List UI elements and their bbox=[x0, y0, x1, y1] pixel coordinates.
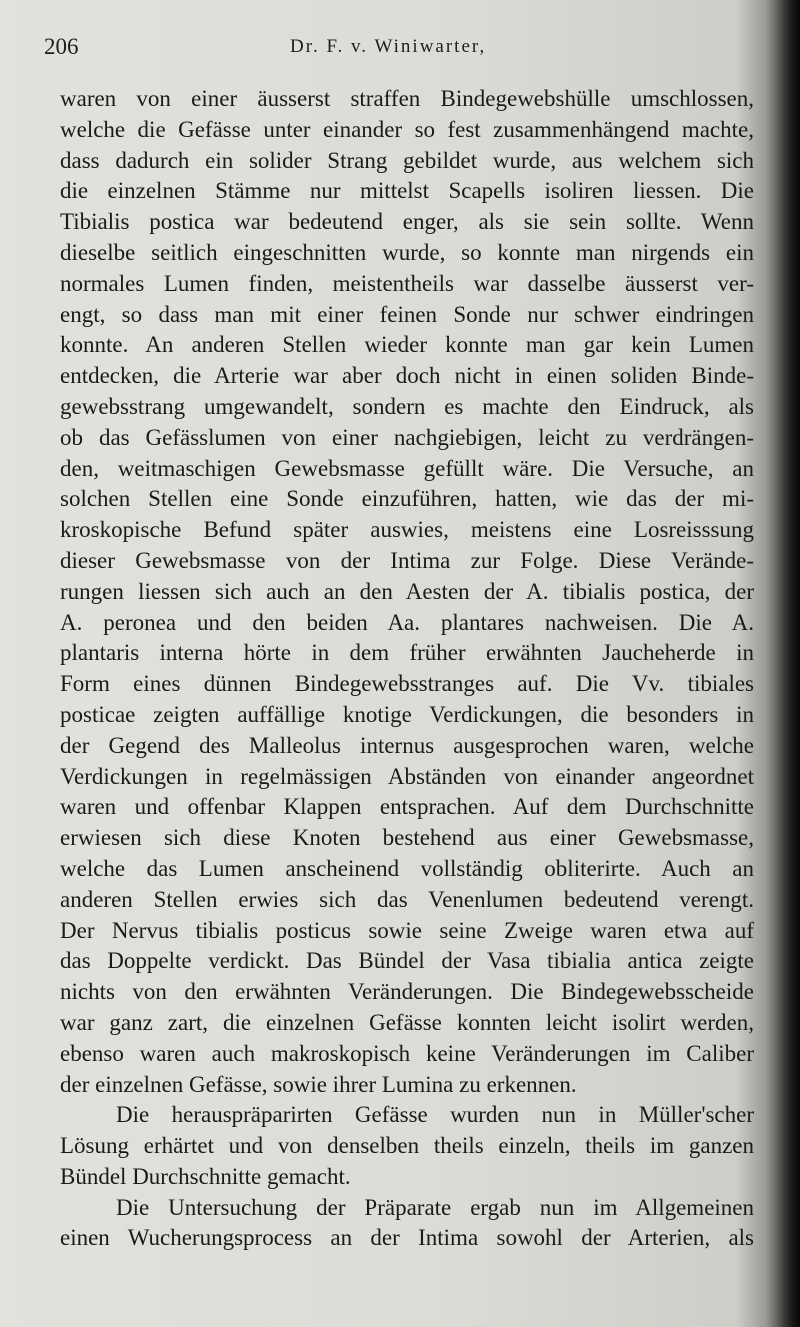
text-line: Der Nervus tibialis posticus sowie seine Zweige waren etwa auf bbox=[60, 917, 754, 943]
text-line: normales Lumen finden, meistentheils war dasselbe äusserst ver- bbox=[60, 270, 754, 296]
text-line: waren von einer äusserst straffen Bindegewebshülle umschlossen, bbox=[60, 86, 754, 111]
text-line: kroskopische Befund später auswies, meistens eine Losreisssung bbox=[60, 517, 754, 543]
text-line: Verdickungen in regelmässigen Abständen von einander angeordnet bbox=[60, 763, 754, 789]
text-line: das Doppelte verdickt. Das Bündel der Vasa tibialia antica zeigte bbox=[60, 948, 754, 974]
running-head: Dr. F. v. Winiwarter, bbox=[290, 36, 487, 57]
text-line: Die herauspräparirten Gefässe wurden nun in Müller'scher bbox=[116, 1102, 754, 1128]
page-header bbox=[44, 34, 744, 64]
text-line: ebenso waren auch makroskopisch keine Veränderungen im Caliber bbox=[60, 1040, 754, 1066]
text-line: nichts von den erwähnten Veränderungen. Die Bindegewebsscheide bbox=[60, 979, 754, 1005]
text-line: gewebsstrang umgewandelt, sondern es machte den Eindruck, als bbox=[60, 393, 754, 419]
text-line: konnte. An anderen Stellen wieder konnte man gar kein Lumen bbox=[60, 332, 754, 358]
book-gutter-shadow bbox=[766, 0, 800, 1327]
text-line: einen Wucherungsprocess an der Intima sowohl der Arterien, als bbox=[60, 1225, 754, 1251]
text-line: dieselbe seitlich eingeschnitten wurde, so konnte man nirgends ein bbox=[60, 239, 754, 265]
text-line: der Gegend des Malleolus internus ausgesprochen waren, welche bbox=[60, 732, 754, 758]
text-line: posticae zeigten auffällige knotige Verdickungen, die besonders in bbox=[60, 701, 754, 727]
text-line: Tibialis postica war bedeutend enger, als sie sein sollte. Wenn bbox=[60, 209, 754, 235]
text-line: A. peronea und den beiden Aa. plantares nachweisen. Die A. bbox=[60, 609, 754, 635]
text-line: Form eines dünnen Bindegewebsstranges auf. Die Vv. tibiales bbox=[60, 671, 754, 697]
body-text bbox=[60, 84, 754, 1254]
text-line: Die Untersuchung der Präparate ergab nun im Allgemeinen bbox=[116, 1194, 754, 1220]
text-line: engt, so dass man mit einer feinen Sonde nur schwer eindringen bbox=[60, 301, 754, 327]
paragraph-1 bbox=[60, 84, 754, 1100]
paragraph-2 bbox=[60, 1100, 754, 1192]
text-line: plantaris interna hörte in dem früher erwähnten Jaucheherde in bbox=[60, 640, 754, 666]
text-line: war ganz zart, die einzelnen Gefässe konnten leicht isolirt werden, bbox=[60, 1009, 754, 1035]
page-number: 206 bbox=[44, 34, 79, 59]
text-line: Lösung erhärtet und von denselben theils einzeln, theils im ganzen bbox=[60, 1133, 754, 1159]
text-line: den, weitmaschigen Gewebsmasse gefüllt wäre. Die Versuche, an bbox=[60, 455, 754, 481]
text-line: anderen Stellen erwies sich das Venenlumen bedeutend verengt. bbox=[60, 886, 754, 912]
text-line: waren und offenbar Klappen entsprachen. Auf dem Durchschnitte bbox=[60, 794, 754, 820]
text-line: rungen liessen sich auch an den Aesten der A. tibialis postica, der bbox=[60, 578, 754, 604]
text-line: erwiesen sich diese Knoten bestehend aus einer Gewebsmasse, bbox=[60, 825, 754, 851]
text-line: welche das Lumen anscheinend vollständig obliterirte. Auch an bbox=[60, 855, 754, 881]
text-line: entdecken, die Arterie war aber doch nicht in einen soliden Binde- bbox=[60, 363, 754, 389]
text-line: der einzelnen Gefässe, sowie ihrer Lumina zu erkennen. bbox=[60, 1071, 577, 1097]
text-line: Bündel Durchschnitte gemacht. bbox=[60, 1163, 351, 1189]
text-line: dass dadurch ein solider Strang gebildet wurde, aus welchem sich bbox=[60, 147, 754, 173]
text-line: ob das Gefässlumen von einer nachgiebigen, leicht zu verdrängen- bbox=[60, 424, 754, 450]
paragraph-3 bbox=[60, 1193, 754, 1255]
text-line: dieser Gewebsmasse von der Intima zur Folge. Diese Verände- bbox=[60, 547, 754, 573]
text-line: die einzelnen Stämme nur mittelst Scapells isoliren liessen. Die bbox=[60, 178, 754, 204]
text-line: solchen Stellen eine Sonde einzuführen, hatten, wie das der mi- bbox=[60, 486, 754, 512]
text-line: welche die Gefässe unter einander so fest zusammenhängend machte, bbox=[60, 116, 754, 142]
